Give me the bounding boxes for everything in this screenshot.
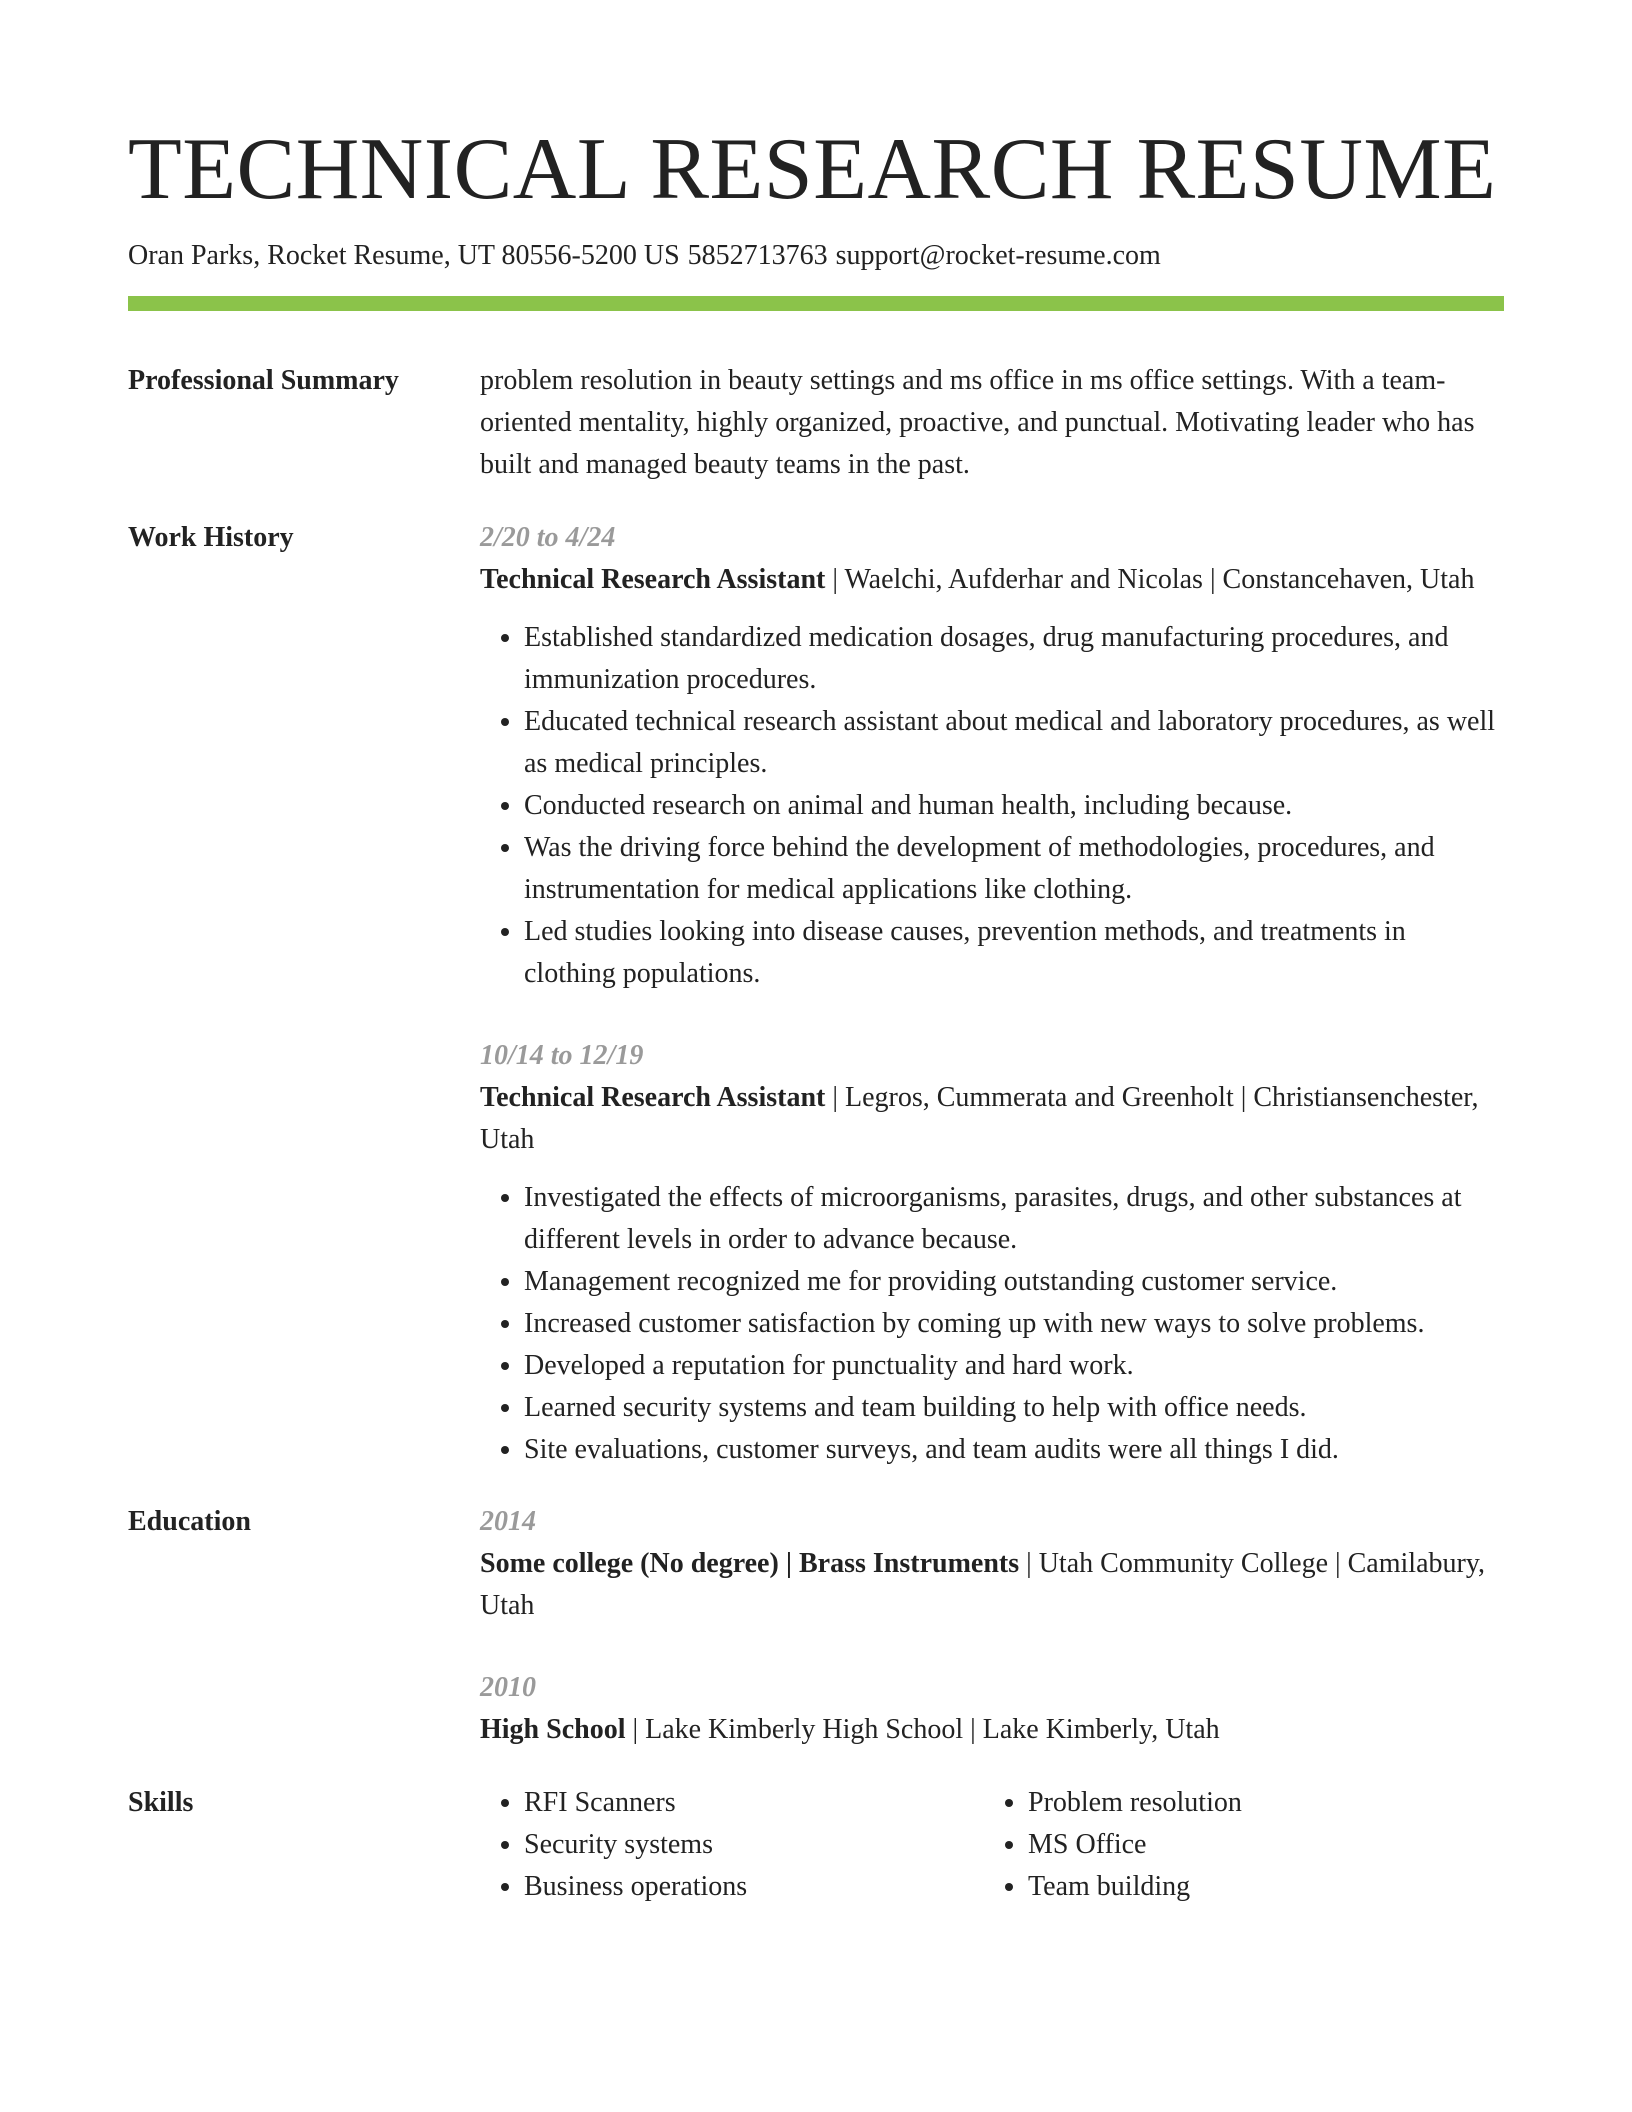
contact-email: support@rocket-resume.com (835, 240, 1161, 271)
resume-page (128, 0, 1504, 1908)
work-entry-title: Technical Research Assistant (480, 1082, 826, 1113)
education-entry-date: 2014 (480, 1506, 536, 1537)
education-entry-heading (480, 1543, 1504, 1627)
skill-item: • Security systems (524, 1824, 984, 1866)
work-entry-heading (480, 559, 1504, 601)
work-entry-bullets (480, 617, 1504, 995)
skill-item: • Business operations (524, 1866, 984, 1908)
skills-section (128, 1782, 1504, 1908)
summary-section (128, 360, 1504, 486)
bullet-item: • Led studies looking into disease causes, prevention methods, and treatments in clothing populations. (524, 911, 1504, 995)
bullet-item: • Learned security systems and team building to help with office needs. (524, 1387, 1504, 1429)
education-entry-school: | Lake Kimberly High School | Lake Kimberly, Utah (625, 1714, 1220, 1745)
contact-phone: 5852713763 (687, 240, 828, 271)
bullet-item: • Site evaluations, customer surveys, and team audits were all things I did. (524, 1429, 1504, 1471)
work-entry (480, 517, 1504, 995)
education-label: Education (128, 1506, 251, 1537)
skills-column-2 (984, 1782, 1488, 1908)
contact-name-location: Oran Parks, Rocket Resume, UT 80556-5200 US (128, 240, 680, 271)
bullet-item: • Investigated the effects of microorganisms, parasites, drugs, and other substances at different levels in order to advance because. (524, 1177, 1504, 1261)
skill-item: • MS Office (1028, 1824, 1488, 1866)
bullet-item: • Was the driving force behind the development of methodologies, procedures, and instrumentation for medical applications like clothing. (524, 827, 1504, 911)
bullet-item: • Increased customer satisfaction by coming up with new ways to solve problems. (524, 1303, 1504, 1345)
summary-text: problem resolution in beauty settings and ms office in ms office settings. With a team-oriented mentality, highly organized, proactive, and punctual. Motivating leader who has built and managed beauty teams in the past. (480, 365, 1475, 480)
education-entry-school: | Utah Community College | Camilabury, Utah (480, 1548, 1486, 1621)
education-entry-date: 2010 (480, 1672, 536, 1703)
education-entry (480, 1501, 1504, 1627)
work-entry (480, 1035, 1504, 1471)
work-entry-date: 2/20 to 4/24 (480, 522, 616, 553)
education-entry-degree: Some college (No degree) | Brass Instruments (480, 1548, 1020, 1579)
education-section (128, 1501, 1504, 1751)
bullet-item: • Established standardized medication dosages, drug manufacturing procedures, and immunization procedures. (524, 617, 1504, 701)
education-entry (480, 1667, 1504, 1751)
work-entry-title: Technical Research Assistant (480, 564, 826, 595)
work-entry-heading (480, 1077, 1504, 1161)
summary-label: Professional Summary (128, 365, 399, 396)
bullet-item: • Management recognized me for providing outstanding customer service. (524, 1261, 1504, 1303)
header-accent-rule (128, 296, 1504, 311)
bullet-item: • Educated technical research assistant about medical and laboratory procedures, as well as medical principles. (524, 701, 1504, 785)
bullet-item: • Developed a reputation for punctuality and hard work. (524, 1345, 1504, 1387)
skill-item: • RFI Scanners (524, 1782, 984, 1824)
contact-line (128, 238, 1504, 274)
skills-column-1 (480, 1782, 984, 1908)
skill-item: • Team building (1028, 1866, 1488, 1908)
work-entry-employer: | Legros, Cummerata and Greenholt | Christiansenchester, Utah (480, 1082, 1479, 1155)
skills-body (480, 1782, 1504, 1908)
work-history-section (128, 517, 1504, 1471)
skill-item: • Problem resolution (1028, 1782, 1488, 1824)
work-history-body (480, 517, 1504, 1471)
bullet-item: • Conducted research on animal and human health, including because. (524, 785, 1504, 827)
work-history-label: Work History (128, 522, 294, 553)
resume-title: TECHNICAL RESEARCH RESUME (128, 121, 1497, 218)
education-entry-degree: High School (480, 1714, 626, 1745)
work-entry-employer: | Waelchi, Aufderhar and Nicolas | Constancehaven, Utah (825, 564, 1475, 595)
work-entry-date: 10/14 to 12/19 (480, 1040, 644, 1071)
education-entry-heading (480, 1709, 1504, 1751)
work-entry-bullets (480, 1177, 1504, 1471)
education-body (480, 1501, 1504, 1751)
skills-label: Skills (128, 1787, 194, 1818)
